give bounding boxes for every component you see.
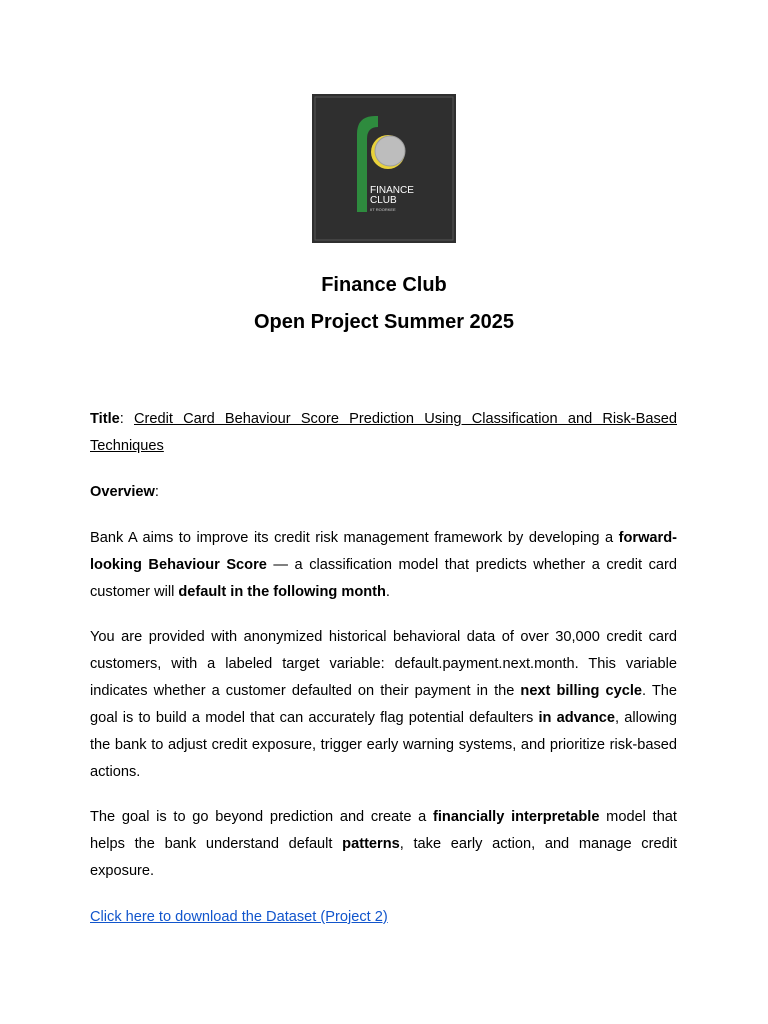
- title-separator: :: [119, 411, 124, 427]
- title-section: [90, 406, 677, 460]
- event-heading: Open Project Summer 2025: [253, 311, 515, 333]
- p3-bold-b: financially interpretable: [432, 809, 600, 825]
- p2-bold-b: next billing cycle: [520, 683, 642, 699]
- paragraph-3: [90, 804, 677, 885]
- overview-label: Overview: [90, 484, 155, 500]
- p2-bold-d: in advance: [538, 710, 616, 726]
- logo-line2: CLUB: [370, 195, 397, 206]
- overview-separator: :: [154, 484, 159, 500]
- p3-text-e: , take early action, and manage credit exposure.: [90, 836, 677, 879]
- p1-text-a: Bank A aims to improve its credit risk management framework by developing a: [90, 530, 619, 546]
- p3-text-c: model that helps the bank understand default: [90, 809, 677, 852]
- p1-text-c: — a classification model that predicts whether a credit card customer will: [90, 557, 677, 600]
- download-section: [90, 904, 677, 931]
- paragraph-2: [90, 624, 677, 786]
- p1-text-e: .: [385, 584, 390, 600]
- p2-text-a: You are provided with anonymized historical behavioral data of over 30,000 credit card customers, with a labeled target variable: default.payment.next.month. This variable indicates whether a customer defaulted on their payment in the: [90, 629, 677, 699]
- p2-text-e: , allowing the bank to adjust credit exposure, trigger early warning systems, and prioritize risk-based actions.: [90, 710, 678, 780]
- p1-bold-b: forward-looking Behaviour Score: [90, 530, 677, 573]
- p2-text-c: . The goal is to build a model that can accurately flag potential defaulters: [90, 683, 677, 726]
- logo-line3: IIT ROORKEE: [370, 207, 396, 212]
- overview-section: [90, 479, 677, 506]
- title-label: Title: [90, 411, 120, 427]
- p3-bold-d: patterns: [342, 836, 400, 852]
- p1-bold-d: default in the following month: [178, 584, 386, 600]
- club-heading: Finance Club: [321, 274, 447, 296]
- finance-club-logo: [312, 94, 456, 243]
- finance-club-logo-graphic: [312, 94, 456, 243]
- project-title: Credit Card Behaviour Score Prediction Using Classification and Risk-Based Techniques: [90, 411, 677, 454]
- download-dataset-link[interactable]: Click here to download the Dataset (Project 2): [90, 909, 388, 925]
- logo-line1: FINANCE: [370, 185, 414, 196]
- p3-text-a: The goal is to go beyond prediction and create a: [90, 809, 433, 825]
- paragraph-1: [90, 525, 677, 606]
